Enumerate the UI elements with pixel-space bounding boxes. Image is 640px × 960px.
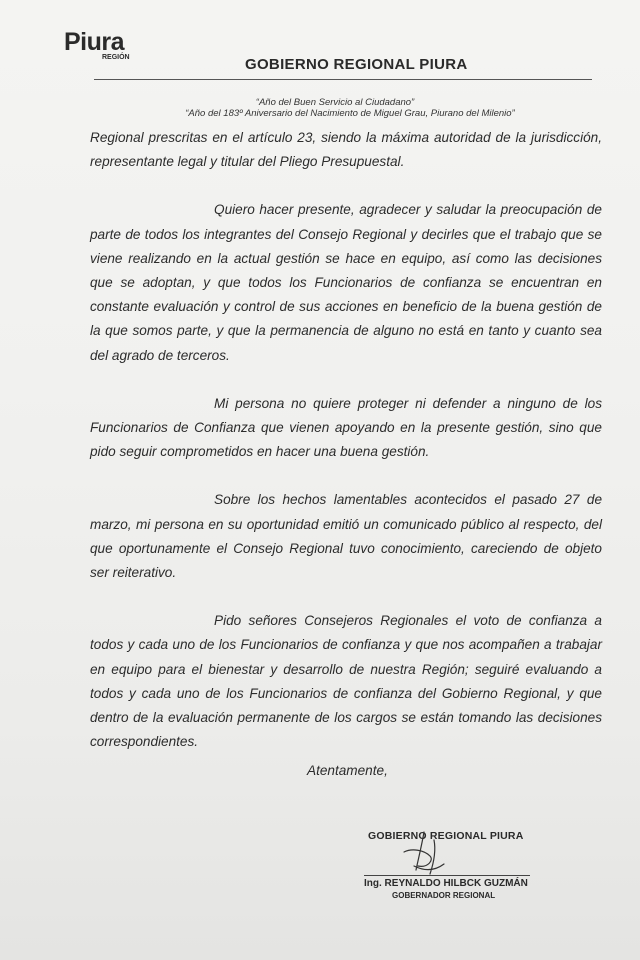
letterhead-title: GOBIERNO REGIONAL PIURA bbox=[245, 56, 468, 73]
paragraph-5: Pido señores Consejeros Regionales el voto de confianza a todos y cada uno de los Funcionarios de confianza y que nos acompañen a trabajar en equipo para el bienestar y desarrollo de nuestra Región; seguiré evaluando a todos y cada uno de los Funcionarios de confianza del Gobierno Regional, y que dentro de la evaluación permanente de los cargos se están tomando las decisiones correspondientes. bbox=[90, 613, 602, 750]
signature-line bbox=[364, 875, 530, 876]
logo-region-label: REGIÓN bbox=[102, 54, 130, 61]
signatory-role: GOBERNADOR REGIONAL bbox=[392, 891, 496, 900]
signatory-name: Ing. REYNALDO HILBCK GUZMÁN bbox=[364, 878, 528, 889]
paragraph-4: Sobre los hechos lamentables acontecidos el pasado 27 de marzo, mi persona en su oportunidad emitió un comunicado público al respecto, del que oportunamente el Consejo Regional tuvo conocimiento, careciendo de objeto ser reiterativo. bbox=[90, 492, 602, 581]
letterhead-divider bbox=[94, 79, 592, 80]
signature-organization: GOBIERNO REGIONAL PIURA bbox=[368, 830, 524, 842]
motto-line-1: “Año del Buen Servicio al Ciudadano” bbox=[255, 97, 415, 108]
letter-body bbox=[90, 126, 602, 754]
motto-line-2: “Año del 183º Aniversario del Nacimiento de Miguel Grau, Piurano del Milenio” bbox=[185, 108, 515, 119]
paragraph-3: Mi persona no quiere proteger ni defender a ninguno de los Funcionarios de Confianza que vienen apoyando en la presente gestión, sino que pido seguir comprometidos en hacer una buena gestión. bbox=[90, 395, 602, 460]
paragraph-1: Regional prescritas en el artículo 23, siendo la máxima autoridad de la jurisdicción, representante legal y titular del Pliego Presupuestal. bbox=[90, 130, 602, 170]
logo-wordmark: Piura bbox=[64, 28, 125, 56]
paragraph-2: Quiero hacer presente, agradecer y saludar la preocupación de parte de todos los integrantes del Consejo Regional y decirles que el trabajo que se viene realizando en la actual gestión se hace en equipo, así como las decisiones que se adoptan, y que todos los Funcionarios de confianza se encuentran en constante evaluación y control de sus acciones en beneficio de la buena gestión de la que somos parte, y que la permanencia de alguno no está en tanto y cuanto sea del agrado de terceros. bbox=[90, 202, 602, 363]
closing-salutation: Atentamente, bbox=[307, 763, 388, 778]
